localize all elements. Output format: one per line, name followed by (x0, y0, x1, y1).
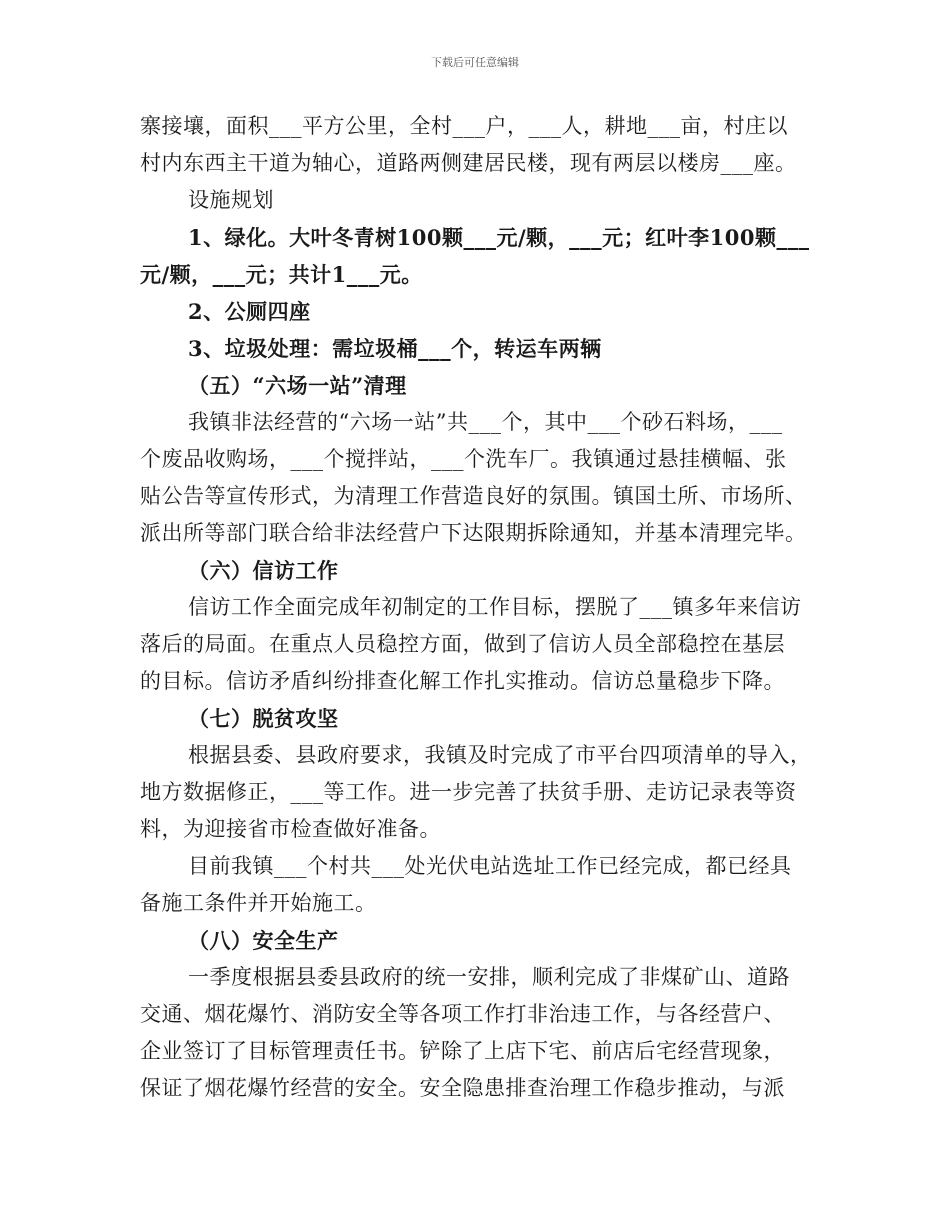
body-line-bold: 2、公厕四座 (188, 299, 311, 324)
body-line: 寨接壤，面积___平方公里，全村___户，___人，耕地___亩，村庄以 (140, 114, 788, 138)
body-line: 个废品收购场，___个搅拌站，___个洗车厂。我镇通过悬挂横幅、张 (140, 447, 787, 471)
body-line-bold: 3、垃圾处理：需垃圾桶___个，转运车两辆 (188, 336, 602, 361)
body-line: 村内东西主干道为轴心，道路两侧建居民楼，现有两层以楼房___座。 (140, 151, 797, 175)
body-line: 料，为迎接省市检查做好准备。 (140, 817, 441, 841)
body-line: 目前我镇___个村共___处光伏电站选址工作已经完成，都已经具 (188, 854, 792, 878)
body-line: 落后的局面。在重点人员稳控方面，做到了信访人员全部稳控在基层 (140, 632, 785, 656)
section-heading-6: （六）信访工作 (188, 558, 339, 583)
body-line: 地方数据修正，___等工作。进一步完善了扶贫手册、走访记录表等资 (140, 780, 797, 804)
page-header: 下载后可任意编辑 (431, 56, 519, 69)
section-heading-5: （五）“六场一站”清理 (188, 373, 407, 398)
section-heading-7: （七）脱贫攻坚 (188, 706, 339, 731)
body-line: 企业签订了目标管理责任书。铲除了上店下宅、前店后宅经营现象， (140, 1039, 785, 1063)
document-body (140, 108, 820, 1107)
body-line: 信访工作全面完成年初制定的工作目标，摆脱了___镇多年来信访 (188, 595, 802, 619)
body-line: 备施工条件并开始施工。 (140, 891, 377, 915)
body-line: 我镇非法经营的“六场一站”共___个，其中___个砂石料场，___ (188, 410, 783, 434)
body-line: 根据县委、县政府要求，我镇及时完成了市平台四项清单的导入， (188, 743, 812, 767)
body-line: 贴公告等宣传形式，为清理工作营造良好的氛围。镇国土所、市场所、 (140, 484, 807, 508)
body-line: 交通、烟花爆竹、消防安全等各项工作打非治违工作，与各经营户、 (140, 1002, 785, 1026)
body-line-bold: 1、绿化。大叶冬青树100颗___元/颗，___元；红叶李100颗___ (188, 225, 810, 250)
body-line-bold: 元/颗，___元；共计1___元。 (140, 262, 423, 287)
body-line: 的目标。信访矛盾纠纷排查化解工作扎实推动。信访总量稳步下降。 (140, 669, 785, 693)
body-line: 派出所等部门联合给非法经营户下达限期拆除通知，并基本清理完毕。 (140, 521, 807, 545)
body-line: 保证了烟花爆竹经营的安全。安全隐患排查治理工作稳步推动，与派 (140, 1076, 785, 1100)
body-line: 一季度根据县委县政府的统一安排，顺利完成了非煤矿山、道路 (188, 965, 790, 989)
section-heading-8: （八）安全生产 (188, 928, 339, 953)
subheading-facility-planning: 设施规划 (188, 188, 274, 212)
